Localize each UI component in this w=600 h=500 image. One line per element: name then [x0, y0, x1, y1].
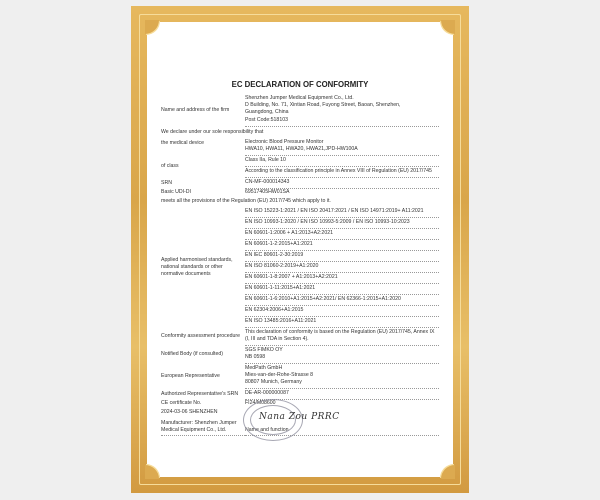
frame-corner-ornament [441, 20, 455, 34]
class-value: Class IIa, Rule 10 [245, 156, 439, 167]
firm-line: Shenzhen Jumper Medical Equipment Co., Ltd. [245, 94, 354, 101]
standards-row [161, 207, 439, 328]
meets-statement: meets all the provisions of the Regulation (EU) 2017/745 which apply to it. [161, 197, 331, 204]
standard-item: EN 60601-1-6:2010+A1:2015+A2:2021/ EN 62366-1:2015+A1:2020 [245, 295, 439, 306]
eu-rep-line: Mies-van-der-Rohe-Strasse 8 [245, 372, 314, 379]
class-note: According to the classification principle in Annex VIII of Regulation (EU) 2017/745 [245, 167, 439, 178]
eu-rep-value [245, 364, 439, 389]
standard-item: EN IEC 80601-2-30:2019 [245, 251, 439, 262]
udi-row [161, 189, 439, 196]
srn-value: CN-MF-000014343 [245, 178, 439, 189]
standard-item: EN 60601-1-2:2015+A1:2021 [245, 240, 439, 251]
notified-body-row [161, 346, 439, 364]
standard-item: EN ISO 15223-1:2021 / EN ISO 20417:2021 / EN ISO 14971:2019+ A11:2021 [245, 207, 439, 218]
class-row [161, 156, 439, 178]
device-row [161, 138, 439, 156]
standard-item: EN ISO 10993-1:2020 / EN ISO 10993-5:2009 / EN ISO 10993-10:2023 [245, 218, 439, 229]
standard-item: EN 62304:2006+A1:2015 [245, 306, 439, 317]
date-place: 2024-03-06 SHENZHEN [161, 409, 218, 416]
certificate-frame [131, 6, 469, 493]
declaration-intro: We declare under our sole responsibility that [161, 128, 264, 135]
device-name: Electronic Blood Pressure Monitor [245, 139, 324, 146]
eu-rep-line: MedPath GmbH [245, 365, 283, 372]
frame-corner-ornament [145, 20, 159, 34]
notified-body-line: NB 0598 [245, 354, 266, 361]
ce-cert-row [161, 400, 439, 407]
eu-rep-row [161, 364, 439, 389]
device-label: the medical device [161, 139, 204, 146]
firm-line: D Building, No. 71, Xintian Road, Fuyong Street, Baoan, Shenzhen, [245, 101, 401, 108]
conformity-label: Conformity assessment procedure [161, 333, 240, 340]
frame-corner-ornament [441, 465, 455, 479]
standards-label: Applied harmonised standards, national standards or other normative documents [161, 256, 233, 277]
firm-value [245, 95, 439, 127]
standard-item: EN ISO 81060-2:2019+A1:2020 [245, 262, 439, 273]
srn-row [161, 178, 439, 189]
notified-body-value [245, 346, 439, 364]
notified-body-label: Notified Body (if consulted) [161, 351, 223, 358]
document-title: EC DECLARATION OF CONFORMITY [231, 80, 369, 89]
auth-srn-value: DE-AR-000000087 [245, 389, 439, 400]
firm-line: Post Code:518103 [245, 116, 439, 127]
signature: Nana Zou PRRC [259, 412, 340, 423]
device-models: HWA10, HWA11, HWA20, HWA21,JPD-HW100A [245, 146, 358, 153]
firm-label: Name and address of the firm [161, 107, 230, 114]
srn-label: SRN [161, 179, 172, 186]
device-value [245, 138, 439, 156]
standard-item: EN 60601-1-11:2015+A1:2021 [245, 284, 439, 295]
class-label: of class [161, 163, 179, 170]
notified-body-line: SGS FIMKO OY [245, 347, 283, 354]
firm-row [161, 95, 439, 127]
firm-line: Guangdong, China [245, 108, 289, 115]
udi-label: Basic UDI-DI [161, 188, 191, 195]
standard-item: EN 60601-1:2006 + A1:2013+A2:2021 [245, 229, 439, 240]
standard-item: EN ISO 13485:2016+A11:2021 [245, 317, 439, 328]
eu-rep-label: European Representative [161, 372, 220, 379]
frame-corner-ornament [145, 465, 159, 479]
signature-area [161, 407, 439, 436]
ce-cert-value: FI24/M08600 [245, 400, 276, 406]
standard-item: EN 60601-1-8:2007 + A1:2013+A2:2021 [245, 273, 439, 284]
name-function-label: Name and function [245, 425, 439, 436]
udi-value: 69517405HW01SA [245, 188, 290, 195]
manufacturer: Manufacturer: Shenzhen Jumper Medical Equipment Co., Ltd. [161, 418, 245, 436]
auth-srn-row [161, 389, 439, 400]
declaration-document [161, 80, 439, 436]
ce-cert-label: CE certificate No. [161, 400, 202, 406]
certificate-paper [147, 22, 453, 477]
conformity-row [161, 328, 439, 346]
conformity-value: This declaration of conformity is based on the Regulation (EU) 2017/745, Annex IX (I, III and TDA in Section 4). [245, 328, 439, 346]
auth-srn-label: Authorized Representative's SRN [161, 390, 239, 397]
standards-list [245, 207, 439, 328]
eu-rep-line: 80807 Munich, Germany [245, 379, 302, 386]
